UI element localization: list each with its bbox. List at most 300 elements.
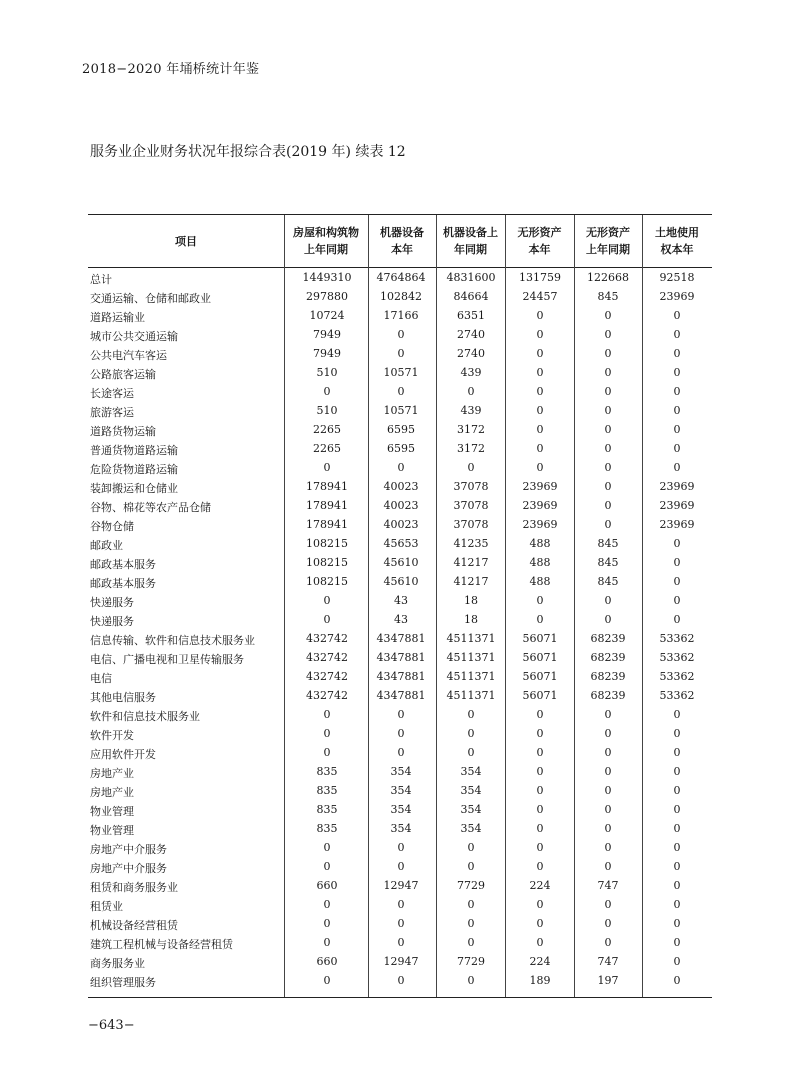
header-line2: 本年 bbox=[391, 243, 413, 256]
cell-value: 0 bbox=[604, 461, 612, 474]
row-label: 危险货物道路运输 bbox=[90, 463, 178, 476]
cell-value: 4511371 bbox=[446, 632, 496, 645]
cell-value: 0 bbox=[604, 309, 612, 322]
row-label: 谷物、棉花等农产品仓储 bbox=[90, 501, 211, 514]
table-row bbox=[88, 364, 712, 383]
cell-value: 0 bbox=[467, 974, 475, 987]
cell-value: 43 bbox=[394, 594, 408, 607]
cell-value: 0 bbox=[673, 936, 681, 949]
row-label: 物业管理 bbox=[90, 824, 134, 837]
row-label: 道路货物运输 bbox=[90, 425, 156, 438]
cell-value: 0 bbox=[323, 936, 331, 949]
cell-value: 354 bbox=[460, 803, 482, 816]
row-label: 公路旅客运输 bbox=[90, 368, 156, 381]
cell-value: 102842 bbox=[380, 290, 422, 303]
cell-value: 37078 bbox=[453, 518, 489, 531]
cell-value: 354 bbox=[390, 784, 412, 797]
cell-value: 0 bbox=[604, 499, 612, 512]
cell-value: 56071 bbox=[522, 632, 558, 645]
table-row bbox=[88, 554, 712, 573]
row-label: 房地产业 bbox=[90, 786, 134, 799]
cell-value: 0 bbox=[604, 708, 612, 721]
cell-value: 84664 bbox=[453, 290, 489, 303]
cell-value: 488 bbox=[529, 575, 551, 588]
cell-value: 0 bbox=[397, 385, 405, 398]
header-col-5 bbox=[574, 215, 642, 267]
table-row bbox=[88, 573, 712, 592]
cell-value: 0 bbox=[604, 822, 612, 835]
table-body bbox=[88, 269, 712, 991]
cell-value: 0 bbox=[673, 708, 681, 721]
cell-value: 845 bbox=[597, 556, 619, 569]
header-bottom-rule bbox=[88, 267, 712, 268]
cell-value: 0 bbox=[536, 328, 544, 341]
table-row bbox=[88, 668, 712, 687]
cell-value: 0 bbox=[397, 746, 405, 759]
cell-value: 1449310 bbox=[302, 271, 352, 284]
cell-value: 4347881 bbox=[376, 670, 426, 683]
cell-value: 7949 bbox=[313, 347, 341, 360]
cell-value: 0 bbox=[604, 765, 612, 778]
cell-value: 0 bbox=[673, 309, 681, 322]
cell-value: 354 bbox=[390, 765, 412, 778]
header-line2: 上年同期 bbox=[304, 243, 348, 256]
cell-value: 0 bbox=[536, 423, 544, 436]
row-label: 普通货物道路运输 bbox=[90, 444, 178, 457]
cell-value: 4511371 bbox=[446, 670, 496, 683]
cell-value: 7729 bbox=[457, 955, 485, 968]
table-row bbox=[88, 972, 712, 991]
cell-value: 0 bbox=[673, 328, 681, 341]
cell-value: 747 bbox=[597, 879, 619, 892]
cell-value: 12947 bbox=[383, 879, 419, 892]
cell-value: 56071 bbox=[522, 670, 558, 683]
running-header: 2018−2020 年埇桥统计年鉴 bbox=[82, 62, 260, 77]
cell-value: 0 bbox=[673, 613, 681, 626]
table-row bbox=[88, 307, 712, 326]
cell-value: 40023 bbox=[383, 499, 419, 512]
cell-value: 40023 bbox=[383, 480, 419, 493]
row-label: 总计 bbox=[90, 273, 112, 286]
cell-value: 12947 bbox=[383, 955, 419, 968]
cell-value: 189 bbox=[529, 974, 551, 987]
row-label: 邮政基本服务 bbox=[90, 577, 156, 590]
cell-value: 0 bbox=[397, 841, 405, 854]
cell-value: 2740 bbox=[457, 347, 485, 360]
header-line2: 年同期 bbox=[454, 243, 487, 256]
cell-value: 0 bbox=[673, 974, 681, 987]
cell-value: 53362 bbox=[659, 632, 695, 645]
cell-value: 18 bbox=[464, 613, 478, 626]
cell-value: 122668 bbox=[587, 271, 629, 284]
cell-value: 354 bbox=[390, 822, 412, 835]
cell-value: 432742 bbox=[306, 670, 348, 683]
cell-value: 0 bbox=[604, 442, 612, 455]
cell-value: 0 bbox=[323, 727, 331, 740]
cell-value: 0 bbox=[673, 860, 681, 873]
cell-value: 23969 bbox=[659, 518, 695, 531]
cell-value: 432742 bbox=[306, 651, 348, 664]
table-row bbox=[88, 345, 712, 364]
cell-value: 432742 bbox=[306, 689, 348, 702]
header-col-4 bbox=[505, 215, 574, 267]
cell-value: 0 bbox=[397, 917, 405, 930]
cell-value: 835 bbox=[316, 822, 338, 835]
cell-value: 0 bbox=[536, 746, 544, 759]
table-row bbox=[88, 269, 712, 288]
cell-value: 0 bbox=[673, 898, 681, 911]
cell-value: 224 bbox=[529, 955, 551, 968]
cell-value: 0 bbox=[467, 860, 475, 873]
cell-value: 354 bbox=[460, 765, 482, 778]
row-label: 物业管理 bbox=[90, 805, 134, 818]
cell-value: 0 bbox=[397, 461, 405, 474]
cell-value: 2265 bbox=[313, 442, 341, 455]
cell-value: 178941 bbox=[306, 480, 348, 493]
cell-value: 0 bbox=[323, 860, 331, 873]
cell-value: 0 bbox=[604, 385, 612, 398]
table-row bbox=[88, 782, 712, 801]
cell-value: 0 bbox=[397, 727, 405, 740]
row-label: 城市公共交通运输 bbox=[90, 330, 178, 343]
cell-value: 178941 bbox=[306, 499, 348, 512]
cell-value: 0 bbox=[673, 537, 681, 550]
cell-value: 68239 bbox=[590, 632, 626, 645]
cell-value: 24457 bbox=[522, 290, 558, 303]
cell-value: 0 bbox=[673, 594, 681, 607]
row-label: 公共电汽车客运 bbox=[90, 349, 167, 362]
cell-value: 0 bbox=[536, 442, 544, 455]
cell-value: 45610 bbox=[383, 575, 419, 588]
header-line2: 本年 bbox=[528, 243, 551, 256]
cell-value: 53362 bbox=[659, 651, 695, 664]
row-label: 建筑工程机械与设备经营租赁 bbox=[90, 938, 233, 951]
cell-value: 439 bbox=[460, 366, 482, 379]
cell-value: 0 bbox=[536, 727, 544, 740]
cell-value: 108215 bbox=[306, 556, 348, 569]
cell-value: 0 bbox=[323, 746, 331, 759]
cell-value: 0 bbox=[397, 860, 405, 873]
header-line1: 机器设备上 bbox=[443, 226, 498, 239]
cell-value: 354 bbox=[460, 822, 482, 835]
cell-value: 0 bbox=[673, 784, 681, 797]
row-label: 快递服务 bbox=[90, 615, 134, 628]
cell-value: 0 bbox=[323, 917, 331, 930]
cell-value: 0 bbox=[673, 423, 681, 436]
row-label: 快递服务 bbox=[90, 596, 134, 609]
cell-value: 0 bbox=[536, 917, 544, 930]
cell-value: 0 bbox=[536, 803, 544, 816]
cell-value: 0 bbox=[323, 385, 331, 398]
cell-value: 224 bbox=[529, 879, 551, 892]
cell-value: 0 bbox=[536, 385, 544, 398]
page-number: −643− bbox=[88, 1018, 135, 1033]
cell-value: 23969 bbox=[659, 290, 695, 303]
table-row bbox=[88, 516, 712, 535]
header-line1: 无形资产 bbox=[586, 226, 630, 239]
row-label: 道路运输业 bbox=[90, 311, 145, 324]
table-row bbox=[88, 535, 712, 554]
cell-value: 37078 bbox=[453, 499, 489, 512]
cell-value: 0 bbox=[536, 594, 544, 607]
header-col-3 bbox=[436, 215, 505, 267]
cell-value: 23969 bbox=[522, 480, 558, 493]
row-label: 房地产中介服务 bbox=[90, 843, 167, 856]
cell-value: 45653 bbox=[383, 537, 419, 550]
cell-value: 0 bbox=[604, 746, 612, 759]
cell-value: 68239 bbox=[590, 689, 626, 702]
cell-value: 439 bbox=[460, 404, 482, 417]
cell-value: 0 bbox=[673, 803, 681, 816]
cell-value: 7949 bbox=[313, 328, 341, 341]
cell-value: 4764864 bbox=[376, 271, 426, 284]
cell-value: 23969 bbox=[659, 480, 695, 493]
cell-value: 0 bbox=[467, 917, 475, 930]
table-row bbox=[88, 725, 712, 744]
table-row bbox=[88, 744, 712, 763]
table-row bbox=[88, 839, 712, 858]
row-label: 其他电信服务 bbox=[90, 691, 156, 704]
cell-value: 0 bbox=[673, 347, 681, 360]
cell-value: 2265 bbox=[313, 423, 341, 436]
table-row bbox=[88, 801, 712, 820]
table-row bbox=[88, 288, 712, 307]
cell-value: 354 bbox=[390, 803, 412, 816]
cell-value: 4347881 bbox=[376, 651, 426, 664]
table-row bbox=[88, 915, 712, 934]
cell-value: 0 bbox=[467, 746, 475, 759]
cell-value: 0 bbox=[673, 442, 681, 455]
table-row bbox=[88, 649, 712, 668]
row-label: 租赁业 bbox=[90, 900, 123, 913]
row-label: 机械设备经营租赁 bbox=[90, 919, 178, 932]
row-label: 邮政基本服务 bbox=[90, 558, 156, 571]
table-row bbox=[88, 953, 712, 972]
cell-value: 108215 bbox=[306, 575, 348, 588]
cell-value: 0 bbox=[536, 461, 544, 474]
row-label: 房地产业 bbox=[90, 767, 134, 780]
cell-value: 432742 bbox=[306, 632, 348, 645]
table-row bbox=[88, 934, 712, 953]
cell-value: 108215 bbox=[306, 537, 348, 550]
cell-value: 0 bbox=[536, 784, 544, 797]
table-row bbox=[88, 896, 712, 915]
cell-value: 0 bbox=[397, 328, 405, 341]
cell-value: 0 bbox=[467, 841, 475, 854]
cell-value: 43 bbox=[394, 613, 408, 626]
cell-value: 0 bbox=[673, 841, 681, 854]
cell-value: 845 bbox=[597, 290, 619, 303]
cell-value: 0 bbox=[604, 727, 612, 740]
cell-value: 6595 bbox=[387, 423, 415, 436]
cell-value: 178941 bbox=[306, 518, 348, 531]
cell-value: 0 bbox=[536, 708, 544, 721]
cell-value: 660 bbox=[316, 879, 338, 892]
table-row bbox=[88, 763, 712, 782]
header-item bbox=[88, 215, 284, 267]
cell-value: 0 bbox=[604, 404, 612, 417]
cell-value: 0 bbox=[536, 404, 544, 417]
cell-value: 3172 bbox=[457, 442, 485, 455]
cell-value: 0 bbox=[536, 366, 544, 379]
cell-value: 68239 bbox=[590, 651, 626, 664]
cell-value: 0 bbox=[673, 404, 681, 417]
cell-value: 40023 bbox=[383, 518, 419, 531]
cell-value: 0 bbox=[604, 841, 612, 854]
cell-value: 0 bbox=[604, 936, 612, 949]
header-col-2 bbox=[368, 215, 436, 267]
cell-value: 0 bbox=[604, 803, 612, 816]
cell-value: 23969 bbox=[522, 499, 558, 512]
cell-value: 0 bbox=[673, 917, 681, 930]
row-label: 谷物仓储 bbox=[90, 520, 134, 533]
cell-value: 0 bbox=[536, 613, 544, 626]
cell-value: 488 bbox=[529, 556, 551, 569]
table-row bbox=[88, 402, 712, 421]
cell-value: 510 bbox=[316, 404, 338, 417]
cell-value: 0 bbox=[467, 936, 475, 949]
table-row bbox=[88, 478, 712, 497]
cell-value: 0 bbox=[604, 423, 612, 436]
row-label: 长途客运 bbox=[90, 387, 134, 400]
cell-value: 354 bbox=[460, 784, 482, 797]
cell-value: 0 bbox=[397, 708, 405, 721]
header-line1: 房屋和构筑物 bbox=[293, 226, 359, 239]
cell-value: 37078 bbox=[453, 480, 489, 493]
cell-value: 0 bbox=[467, 461, 475, 474]
row-label: 软件开发 bbox=[90, 729, 134, 742]
cell-value: 0 bbox=[604, 347, 612, 360]
row-label: 邮政业 bbox=[90, 539, 123, 552]
cell-value: 0 bbox=[323, 974, 331, 987]
row-label: 旅游客运 bbox=[90, 406, 134, 419]
cell-value: 4511371 bbox=[446, 651, 496, 664]
row-label: 软件和信息技术服务业 bbox=[90, 710, 200, 723]
header-line2: 上年同期 bbox=[586, 243, 630, 256]
cell-value: 4511371 bbox=[446, 689, 496, 702]
cell-value: 197 bbox=[597, 974, 619, 987]
cell-value: 0 bbox=[673, 385, 681, 398]
table-row bbox=[88, 858, 712, 877]
row-label: 应用软件开发 bbox=[90, 748, 156, 761]
header-line1: 机器设备 bbox=[380, 226, 424, 239]
cell-value: 0 bbox=[323, 708, 331, 721]
cell-value: 0 bbox=[397, 936, 405, 949]
cell-value: 0 bbox=[604, 518, 612, 531]
table-row bbox=[88, 383, 712, 402]
row-label: 装卸搬运和仓储业 bbox=[90, 482, 178, 495]
cell-value: 23969 bbox=[522, 518, 558, 531]
table-row bbox=[88, 611, 712, 630]
cell-value: 4831600 bbox=[446, 271, 496, 284]
cell-value: 53362 bbox=[659, 670, 695, 683]
cell-value: 0 bbox=[397, 347, 405, 360]
cell-value: 17166 bbox=[383, 309, 419, 322]
header-item-label: 项目 bbox=[175, 234, 197, 248]
cell-value: 0 bbox=[467, 727, 475, 740]
cell-value: 660 bbox=[316, 955, 338, 968]
cell-value: 92518 bbox=[659, 271, 695, 284]
table-row bbox=[88, 440, 712, 459]
row-label: 租赁和商务服务业 bbox=[90, 881, 178, 894]
cell-value: 131759 bbox=[519, 271, 561, 284]
row-label: 商务服务业 bbox=[90, 957, 145, 970]
cell-value: 6351 bbox=[457, 309, 485, 322]
cell-value: 0 bbox=[536, 347, 544, 360]
cell-value: 41235 bbox=[453, 537, 489, 550]
table-row bbox=[88, 497, 712, 516]
table-bottom-rule bbox=[88, 997, 712, 998]
row-label: 交通运输、仓储和邮政业 bbox=[90, 292, 211, 305]
cell-value: 0 bbox=[604, 366, 612, 379]
header-col-6 bbox=[642, 215, 712, 267]
row-label: 信息传输、软件和信息技术服务业 bbox=[90, 634, 255, 647]
table-row bbox=[88, 687, 712, 706]
cell-value: 0 bbox=[604, 594, 612, 607]
cell-value: 53362 bbox=[659, 689, 695, 702]
cell-value: 845 bbox=[597, 575, 619, 588]
cell-value: 0 bbox=[673, 575, 681, 588]
cell-value: 0 bbox=[536, 309, 544, 322]
row-label: 组织管理服务 bbox=[90, 976, 156, 989]
cell-value: 0 bbox=[536, 898, 544, 911]
cell-value: 0 bbox=[397, 974, 405, 987]
table-title: 服务业企业财务状况年报综合表(2019 年) 续表 12 bbox=[90, 144, 406, 160]
cell-value: 2740 bbox=[457, 328, 485, 341]
cell-value: 0 bbox=[536, 860, 544, 873]
cell-value: 68239 bbox=[590, 670, 626, 683]
cell-value: 0 bbox=[604, 328, 612, 341]
cell-value: 0 bbox=[536, 822, 544, 835]
cell-value: 747 bbox=[597, 955, 619, 968]
cell-value: 0 bbox=[536, 936, 544, 949]
cell-value: 0 bbox=[536, 765, 544, 778]
cell-value: 0 bbox=[604, 917, 612, 930]
cell-value: 0 bbox=[467, 708, 475, 721]
cell-value: 835 bbox=[316, 765, 338, 778]
cell-value: 0 bbox=[673, 746, 681, 759]
table-row bbox=[88, 877, 712, 896]
cell-value: 0 bbox=[673, 765, 681, 778]
cell-value: 23969 bbox=[659, 499, 695, 512]
cell-value: 0 bbox=[467, 385, 475, 398]
cell-value: 56071 bbox=[522, 689, 558, 702]
row-label: 电信 bbox=[90, 672, 112, 685]
cell-value: 7729 bbox=[457, 879, 485, 892]
cell-value: 45610 bbox=[383, 556, 419, 569]
cell-value: 0 bbox=[397, 898, 405, 911]
cell-value: 4347881 bbox=[376, 632, 426, 645]
header-line1: 无形资产 bbox=[517, 226, 562, 239]
table-row bbox=[88, 630, 712, 649]
header-line1: 土地使用 bbox=[655, 226, 699, 239]
cell-value: 0 bbox=[536, 841, 544, 854]
cell-value: 0 bbox=[323, 898, 331, 911]
cell-value: 0 bbox=[323, 461, 331, 474]
cell-value: 0 bbox=[673, 955, 681, 968]
cell-value: 0 bbox=[673, 822, 681, 835]
cell-value: 510 bbox=[316, 366, 338, 379]
cell-value: 10571 bbox=[383, 404, 419, 417]
cell-value: 0 bbox=[604, 613, 612, 626]
header-line2: 权本年 bbox=[660, 243, 694, 256]
cell-value: 0 bbox=[673, 556, 681, 569]
cell-value: 0 bbox=[604, 480, 612, 493]
cell-value: 41217 bbox=[453, 556, 489, 569]
cell-value: 10724 bbox=[309, 309, 345, 322]
cell-value: 4347881 bbox=[376, 689, 426, 702]
cell-value: 18 bbox=[464, 594, 478, 607]
